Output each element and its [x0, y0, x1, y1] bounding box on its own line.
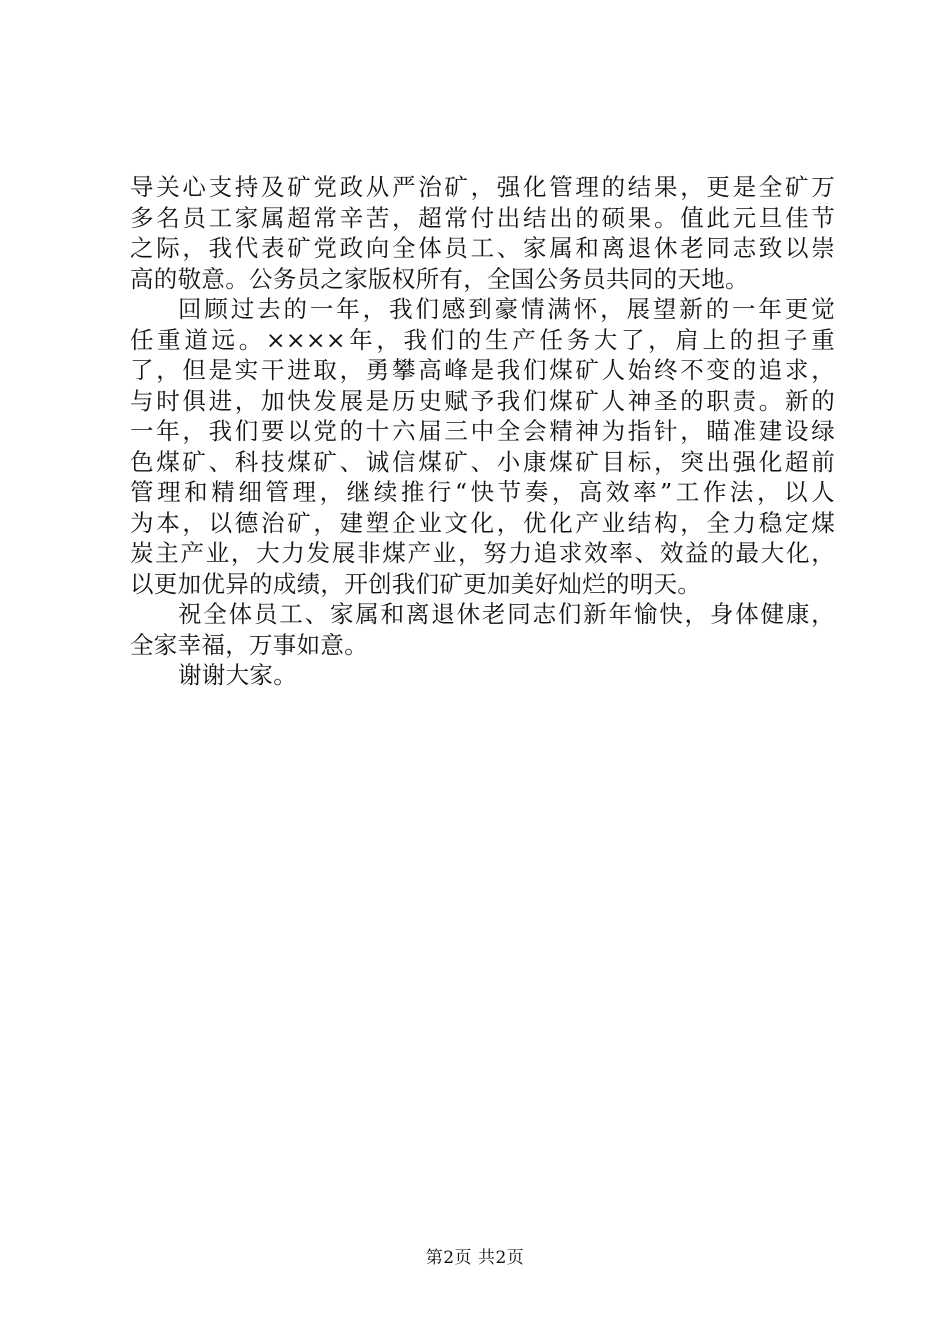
paragraph-2 [130, 294, 835, 599]
paragraph-4 [130, 660, 835, 691]
text-line: 管理和精细管理，继续推行“快节奏，高效率”工作法，以人 [130, 478, 835, 506]
paragraph-1 [130, 172, 835, 294]
text-line: 炭主产业，大力发展非煤产业，努力追求效率、效益的最大化， [130, 539, 835, 567]
text-line: 任重道远。××××年，我们的生产任务大了，肩上的担子重 [130, 325, 835, 354]
text-line: 了，但是实干进取，勇攀高峰是我们煤矿人始终不变的追求， [130, 356, 835, 384]
page-number-footer: 第2页 共2页 [425, 1248, 525, 1268]
text-line: 高的敬意。公务员之家版权所有，全国公务员共同的天地。 [130, 264, 749, 293]
text-line: 一年，我们要以党的十六届三中全会精神为指针，瞄准建设绿 [130, 417, 835, 445]
text-line: 多名员工家属超常辛苦，超常付出结出的硕果。值此元旦佳节 [130, 203, 835, 232]
text-line: 祝全体员工、家属和离退休老同志们新年愉快，身体健康， [178, 600, 835, 628]
text-line: 之际，我代表矿党政向全体员工、家属和离退休老同志致以崇 [130, 234, 835, 262]
text-line: 谢谢大家。 [178, 661, 297, 689]
text-line: 为本，以德治矿，建塑企业文化，优化产业结构，全力稳定煤 [130, 508, 835, 537]
text-line: 全家幸福，万事如意。 [130, 630, 368, 659]
text-line: 回顾过去的一年，我们感到豪情满怀，展望新的一年更觉 [178, 295, 835, 323]
document-body [130, 172, 835, 691]
text-line: 导关心支持及矿党政从严治矿，强化管理的结果，更是全矿万 [130, 173, 835, 201]
text-line: 与时俱进，加快发展是历史赋予我们煤矿人神圣的职责。新的 [130, 386, 835, 415]
text-line: 以更加优异的成绩，开创我们矿更加美好灿烂的明天。 [130, 569, 702, 598]
text-line: 色煤矿、科技煤矿、诚信煤矿、小康煤矿目标，突出强化超前 [130, 447, 835, 476]
paragraph-3 [130, 599, 835, 660]
